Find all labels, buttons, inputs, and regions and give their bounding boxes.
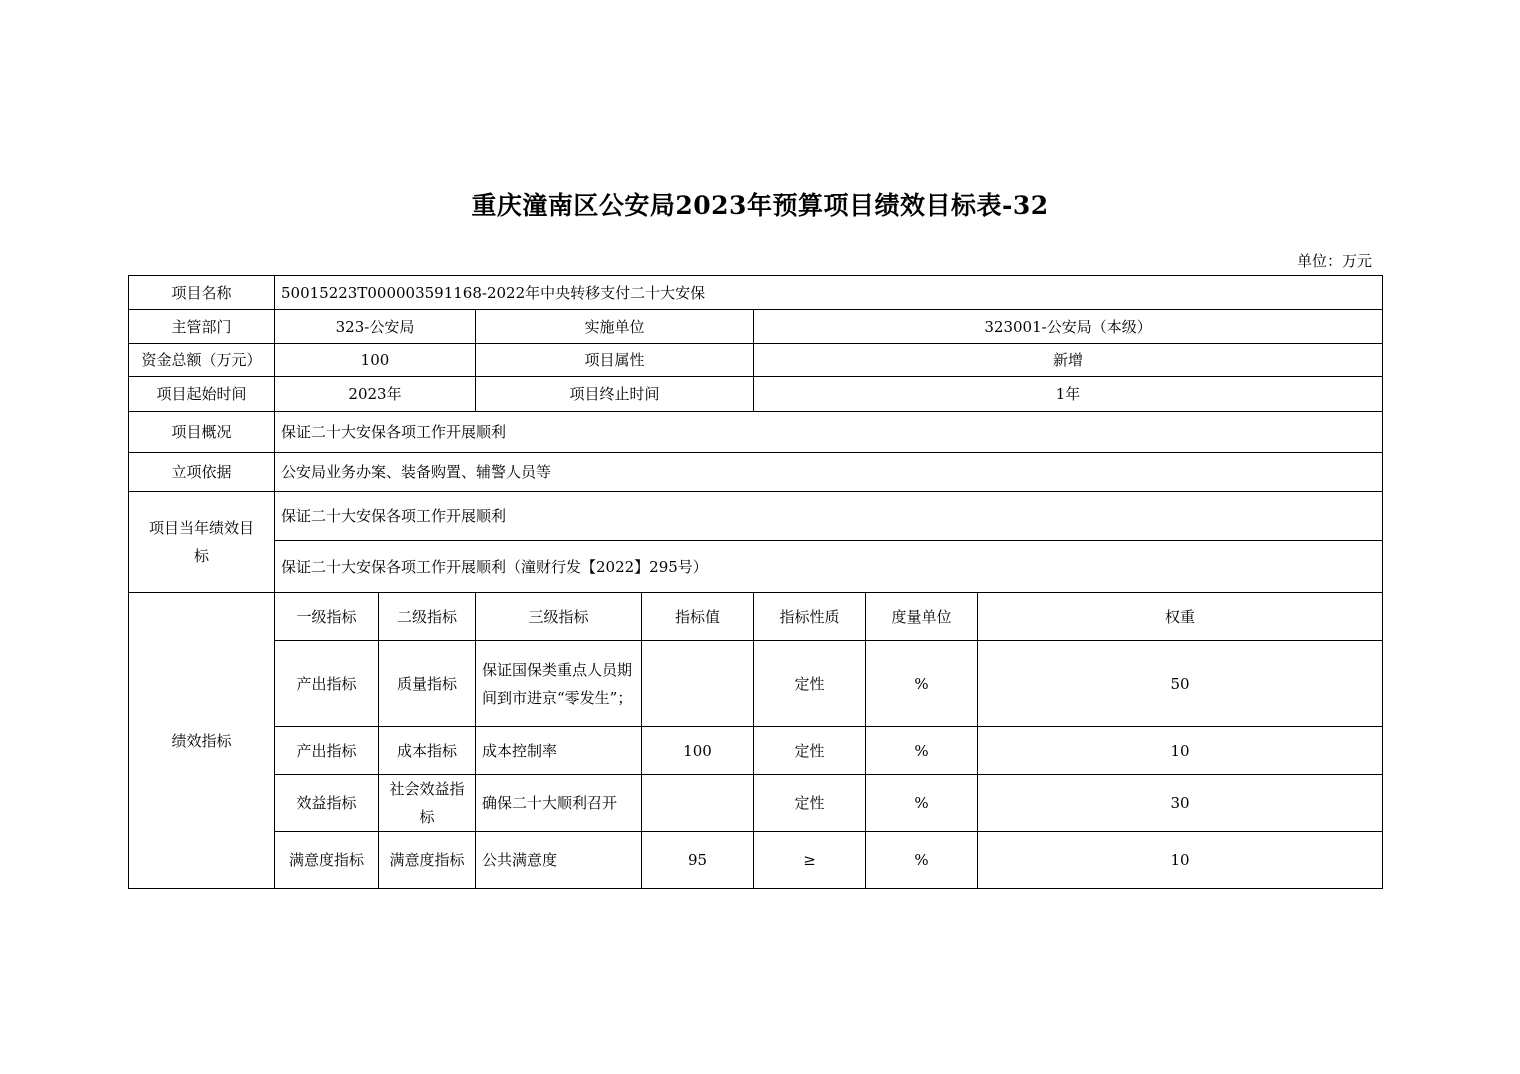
row-weight: 30: [978, 775, 1383, 832]
end-value: 1年: [754, 377, 1383, 412]
row-dept: [129, 310, 1383, 344]
row-fund: [129, 344, 1383, 377]
row-level1: 满意度指标: [275, 832, 379, 889]
start-value: 2023年: [275, 377, 476, 412]
dept-label: 主管部门: [129, 310, 275, 344]
header-level1: 一级指标: [275, 593, 379, 641]
project-name-value: 50015223T000003591168-2022年中央转移支付二十大安保: [275, 276, 1383, 310]
row-level2: 质量指标: [379, 641, 476, 727]
end-label: 项目终止时间: [476, 377, 754, 412]
row-level1: 产出指标: [275, 641, 379, 727]
header-level2: 二级指标: [379, 593, 476, 641]
row-weight: 10: [978, 832, 1383, 889]
row-nature: 定性: [754, 727, 866, 775]
row-nature: ≥: [754, 832, 866, 889]
goal-value-1: 保证二十大安保各项工作开展顺利: [275, 492, 1383, 541]
row-level2: 成本指标: [379, 727, 476, 775]
row-unit: %: [866, 727, 978, 775]
table-row: [129, 832, 1383, 889]
basis-value: 公安局业务办案、装备购置、辅警人员等: [275, 453, 1383, 492]
row-level3: 确保二十大顺利召开: [476, 775, 642, 832]
row-value: [642, 641, 754, 727]
row-level3: 保证国保类重点人员期间到市进京“零发生”；: [476, 641, 642, 727]
row-level1: 效益指标: [275, 775, 379, 832]
attr-label: 项目属性: [476, 344, 754, 377]
header-nature: 指标性质: [754, 593, 866, 641]
header-value: 指标值: [642, 593, 754, 641]
header-weight: 权重: [978, 593, 1383, 641]
fund-label: 资金总额（万元）: [129, 344, 275, 377]
impl-label: 实施单位: [476, 310, 754, 344]
row-nature: 定性: [754, 641, 866, 727]
start-label: 项目起始时间: [129, 377, 275, 412]
row-level2: 满意度指标: [379, 832, 476, 889]
row-goal-1: [129, 492, 1383, 541]
row-level3: 公共满意度: [476, 832, 642, 889]
row-value: 95: [642, 832, 754, 889]
row-value: 100: [642, 727, 754, 775]
overview-value: 保证二十大安保各项工作开展顺利: [275, 412, 1383, 453]
page-title: 重庆潼南区公安局2023年预算项目绩效目标表-32: [471, 191, 1049, 220]
performance-table: [128, 275, 1383, 889]
table-row: [129, 775, 1383, 832]
unit-label: 单位：万元: [1296, 252, 1372, 270]
table-row: [129, 641, 1383, 727]
row-level3: 成本控制率: [476, 727, 642, 775]
row-nature: 定性: [754, 775, 866, 832]
overview-label: 项目概况: [129, 412, 275, 453]
header-unit: 度量单位: [866, 593, 978, 641]
row-level2: 社会效益指标: [379, 775, 476, 832]
project-name-label: 项目名称: [129, 276, 275, 310]
indicator-header-row: [129, 593, 1383, 641]
attr-value: 新增: [754, 344, 1383, 377]
row-value: [642, 775, 754, 832]
basis-label: 立项依据: [129, 453, 275, 492]
header-level3: 三级指标: [476, 593, 642, 641]
row-weight: 50: [978, 641, 1383, 727]
row-project-name: [129, 276, 1383, 310]
indicators-section-label: 绩效指标: [129, 593, 275, 889]
row-weight: 10: [978, 727, 1383, 775]
row-unit: %: [866, 641, 978, 727]
row-basis: [129, 453, 1383, 492]
row-goal-2: [129, 541, 1383, 593]
goal-value-2: 保证二十大安保各项工作开展顺利（潼财行发【2022】295号）: [275, 541, 1383, 593]
goal-label: 项目当年绩效目标: [129, 492, 275, 593]
row-unit: %: [866, 832, 978, 889]
dept-value: 323-公安局: [275, 310, 476, 344]
row-overview: [129, 412, 1383, 453]
row-unit: %: [866, 775, 978, 832]
impl-value: 323001-公安局（本级）: [754, 310, 1383, 344]
row-time: [129, 377, 1383, 412]
table-row: [129, 727, 1383, 775]
row-level1: 产出指标: [275, 727, 379, 775]
fund-value: 100: [275, 344, 476, 377]
